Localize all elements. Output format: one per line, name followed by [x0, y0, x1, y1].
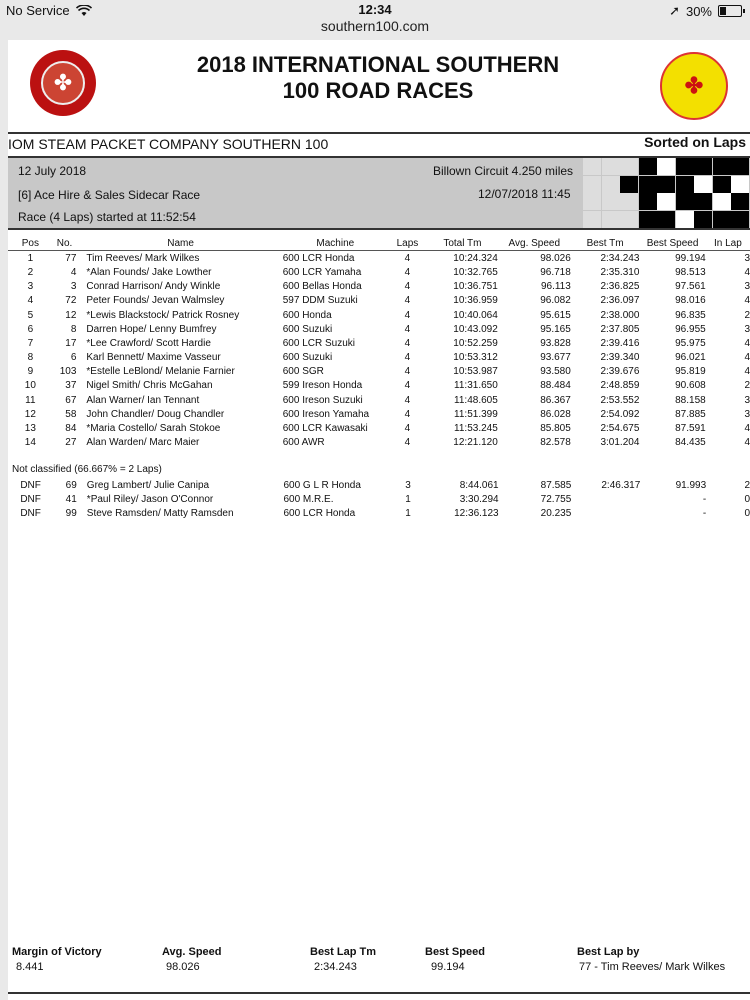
table-row [8, 492, 750, 506]
cell-avg: 72.755 [540, 493, 572, 505]
circuit-name: Billown Circuit 4.250 miles [433, 164, 574, 178]
cell-pos: 3 [27, 281, 34, 293]
cell-name: *Maria Costello/ Sarah Stokoe [86, 423, 221, 435]
cell-avg: 98.026 [540, 252, 571, 264]
checker-square [713, 193, 731, 210]
cell-no: 67 [65, 394, 77, 406]
cell-pos: 13 [24, 423, 36, 435]
cell-no: 27 [65, 437, 77, 449]
checker-square [676, 193, 694, 210]
cell-laps: 4 [404, 352, 411, 364]
cell-laps: 4 [404, 423, 411, 435]
cell-best-speed: 95.819 [675, 366, 706, 378]
cell-in-lap: 4 [744, 352, 750, 364]
checkered-flag [583, 158, 750, 228]
cell-avg: 86.367 [540, 394, 571, 406]
checker-square [694, 158, 712, 175]
cell-name: *Estelle LeBlond/ Melanie Farnier [86, 366, 235, 378]
checker-square [731, 176, 749, 193]
cell-machine: 600 G L R Honda [283, 479, 361, 491]
checker-square [676, 158, 694, 175]
cell-total: 10:53.987 [453, 366, 498, 378]
cell-best-tm: 2:38.000 [600, 309, 640, 321]
cell-name: *Alan Founds/ Jake Lowther [86, 266, 212, 278]
checker-square [620, 158, 638, 175]
checker-square [639, 193, 657, 210]
table-header [8, 236, 750, 251]
cell-best-tm: 3:01.204 [600, 437, 640, 449]
cell-avg: 88.484 [540, 380, 571, 392]
cell-laps: 4 [404, 380, 411, 392]
summary-margin: 8.441 [16, 961, 44, 974]
cell-pos: DNF [20, 507, 41, 519]
checker-square [694, 193, 712, 210]
cell-pos: 8 [27, 352, 34, 364]
divider [8, 132, 750, 134]
cell-laps: 4 [404, 266, 411, 278]
cell-no: 69 [65, 479, 77, 491]
checker-square [731, 211, 749, 228]
summary-best-lap-tm-label: Best Lap Tm [310, 946, 377, 958]
table-row [8, 407, 750, 421]
table-row [8, 393, 750, 407]
col-laps: Laps [388, 236, 427, 251]
cell-best-tm: 2:35.310 [600, 266, 640, 278]
cell-machine: 600 LCR Honda [283, 507, 356, 519]
cell-name: Peter Founds/ Jevan Walmsley [86, 295, 225, 307]
cell-in-lap: 3 [744, 323, 750, 335]
cell-avg: 87.585 [540, 479, 572, 491]
cell-best-tm: 2:54.675 [600, 423, 640, 435]
cell-machine: 600 LCR Yamaha [282, 266, 362, 278]
cell-in-lap: 4 [744, 337, 750, 349]
cell-best-tm: 2:34.243 [600, 252, 640, 264]
checker-square [676, 211, 694, 228]
cell-name: Darren Hope/ Lenny Bumfrey [86, 323, 217, 335]
summary-best-lap-by-label: Best Lap by [577, 946, 640, 958]
company-name: IOM STEAM PACKET COMPANY SOUTHERN 100 [8, 136, 329, 152]
col-no: No. [53, 236, 83, 251]
summary-header [8, 944, 750, 960]
cell-avg: 93.828 [540, 337, 571, 349]
cell-in-lap: 4 [744, 423, 750, 435]
cell-avg: 93.580 [540, 366, 571, 378]
table-row [8, 308, 750, 322]
cell-pos: 6 [27, 323, 34, 335]
cell-best-tm: 2:39.676 [600, 366, 640, 378]
cell-best-speed: 95.975 [675, 337, 706, 349]
cell-best-tm: 2:53.552 [600, 394, 640, 406]
cell-in-lap: 2 [744, 309, 750, 321]
race-info-panel [8, 158, 750, 230]
checker-square [620, 176, 638, 193]
cell-avg: 96.082 [540, 295, 571, 307]
col-pos: Pos [8, 236, 53, 251]
race-started: Race (4 Laps) started at 11:52:54 [18, 210, 196, 224]
col-best-speed: Best Speed [639, 236, 705, 251]
table-row [8, 280, 750, 294]
cell-avg: 82.578 [540, 437, 571, 449]
dnf-table [8, 478, 750, 521]
battery-group [669, 3, 742, 19]
col-machine: Machine [275, 236, 388, 251]
cell-best-speed: 98.016 [675, 295, 706, 307]
table-row [8, 294, 750, 308]
cell-best-speed: - [702, 493, 707, 505]
cell-total: 10:52.259 [453, 337, 498, 349]
checker-square [583, 193, 601, 210]
checker-square [639, 211, 657, 228]
cell-machine: 597 DDM Suzuki [282, 295, 358, 307]
cell-best-tm: 2:39.416 [600, 337, 640, 349]
checker-square [639, 176, 657, 193]
cell-best-speed: 97.561 [675, 281, 706, 293]
checker-square [657, 158, 675, 175]
cell-laps: 4 [404, 394, 411, 406]
battery-icon [718, 5, 742, 17]
summary-best-speed: 99.194 [431, 961, 465, 974]
cell-in-lap: 4 [744, 437, 750, 449]
cell-machine: 600 Suzuki [282, 352, 333, 364]
url-bar[interactable]: southern100.com [320, 18, 430, 34]
race-date: 12 July 2018 [18, 164, 87, 178]
cell-no: 17 [65, 337, 77, 349]
cell-laps: 4 [404, 309, 411, 321]
location-icon: ➚ [669, 3, 680, 18]
cell-no: 103 [59, 366, 77, 378]
carrier-label: No Service [6, 3, 70, 18]
cell-pos: 10 [24, 380, 36, 392]
cell-total: 12:36.123 [454, 507, 499, 519]
cell-no: 37 [65, 380, 77, 392]
cell-pos: 1 [27, 252, 34, 264]
cell-machine: 600 M.R.E. [283, 493, 334, 505]
cell-total: 11:51.399 [454, 408, 498, 420]
cell-name: Nigel Smith/ Chris McGahan [86, 380, 213, 392]
cell-no: 77 [65, 252, 77, 264]
summary-values [8, 960, 750, 974]
status-bar [0, 0, 750, 20]
cell-laps: 4 [404, 323, 411, 335]
cell-avg: 95.615 [540, 309, 571, 321]
cell-best-tm [571, 506, 640, 520]
cell-in-lap: 0 [744, 493, 750, 505]
cell-name: Alan Warden/ Marc Maier [86, 437, 200, 449]
cell-in-lap: 4 [744, 366, 750, 378]
cell-in-lap: 3 [744, 408, 750, 420]
cell-total: 10:24.324 [453, 252, 498, 264]
cell-best-speed: 90.608 [675, 380, 706, 392]
checker-square [713, 176, 731, 193]
summary-avg: 98.026 [166, 961, 200, 974]
checker-square [713, 211, 731, 228]
cell-laps: 1 [405, 507, 411, 519]
checker-square [602, 176, 620, 193]
table-row [8, 379, 750, 393]
cell-avg: 96.718 [540, 266, 571, 278]
checker-square [731, 193, 749, 210]
cell-machine: 600 Bellas Honda [282, 281, 362, 293]
cell-in-lap: 3 [744, 281, 750, 293]
table-row [8, 421, 750, 435]
cell-laps: 4 [404, 295, 411, 307]
cell-avg: 93.677 [540, 352, 571, 364]
cell-avg: 96.113 [540, 281, 571, 293]
cell-best-speed: 87.885 [675, 408, 706, 420]
southern-100-logo [660, 52, 728, 120]
cell-best-tm: 2:46.317 [601, 479, 641, 491]
table-row [8, 265, 750, 279]
checker-square [676, 176, 694, 193]
cell-best-speed: - [702, 507, 707, 519]
cell-avg: 85.805 [540, 423, 571, 435]
cell-no: 99 [65, 507, 77, 519]
cell-pos: 12 [24, 408, 36, 420]
cell-pos: 9 [27, 366, 34, 378]
cell-name: *Lewis Blackstock/ Patrick Rosney [86, 309, 240, 321]
cell-in-lap: 0 [744, 507, 750, 519]
table-row [8, 478, 750, 492]
cell-name: Steve Ramsden/ Matty Ramsden [86, 507, 234, 519]
cell-machine: 600 LCR Honda [282, 252, 355, 264]
table-row [8, 322, 750, 336]
cell-best-tm: 2:37.805 [600, 323, 640, 335]
sort-label: Sorted on Laps [644, 134, 746, 150]
table-row [8, 506, 750, 520]
triskelion-icon: ✤ [684, 73, 704, 98]
summary-best-lap-by: 77 - Tim Reeves/ Mark Wilkes [579, 961, 726, 974]
table-row [8, 351, 750, 365]
cell-best-speed: 87.591 [675, 423, 706, 435]
checker-square [620, 211, 638, 228]
col-in-lap: In Lap [706, 236, 750, 251]
cell-total: 10:43.092 [453, 323, 498, 335]
cell-total: 11:48.605 [454, 394, 498, 406]
summary-best-lap-tm: 2:34.243 [314, 961, 357, 974]
cell-best-speed: 88.158 [675, 394, 706, 406]
cell-machine: 600 Honda [282, 309, 332, 321]
cell-in-lap: 4 [744, 295, 750, 307]
cell-pos: 2 [27, 266, 34, 278]
cell-total: 10:40.064 [453, 309, 498, 321]
cell-best-tm: 2:54.092 [600, 408, 640, 420]
cell-pos: 5 [27, 309, 34, 321]
cell-best-speed: 99.194 [675, 252, 706, 264]
cell-no: 12 [65, 309, 77, 321]
cell-best-tm [571, 492, 640, 506]
checker-square [602, 193, 620, 210]
cell-laps: 3 [405, 479, 411, 491]
cell-laps: 4 [404, 281, 411, 293]
col-name: Name [82, 236, 274, 251]
cell-total: 10:36.959 [453, 295, 498, 307]
summary-margin-label: Margin of Victory [12, 946, 102, 958]
cell-machine: 600 LCR Suzuki [282, 337, 355, 349]
cell-machine: 600 SGR [282, 366, 324, 378]
cell-machine: 599 Ireson Honda [282, 380, 363, 392]
cell-total: 10:36.751 [453, 281, 498, 293]
checker-square [620, 193, 638, 210]
results-table [8, 236, 750, 450]
cell-pos: 7 [27, 337, 34, 349]
cell-machine: 600 Ireson Suzuki [282, 394, 363, 406]
cell-name: Greg Lambert/ Julie Canipa [86, 479, 210, 491]
cell-best-tm: 2:48.859 [600, 380, 640, 392]
cell-best-speed: 96.955 [675, 323, 706, 335]
cell-best-speed: 98.513 [675, 266, 706, 278]
cell-name: Conrad Harrison/ Andy Winkle [86, 281, 221, 293]
cell-avg: 20.235 [540, 507, 572, 519]
cell-total: 11:53.245 [454, 423, 498, 435]
col-best-tm: Best Tm [571, 236, 640, 251]
cell-laps: 4 [404, 252, 411, 264]
title-line-2: 100 ROAD RACES [282, 78, 474, 103]
cell-in-lap: 2 [744, 380, 750, 392]
cell-no: 58 [65, 408, 77, 420]
cell-name: Alan Warner/ Ian Tennant [86, 394, 200, 406]
cell-best-tm: 2:39.340 [600, 352, 640, 364]
divider [8, 992, 750, 994]
title-line-1: 2018 INTERNATIONAL SOUTHERN [196, 52, 560, 77]
cell-avg: 95.165 [540, 323, 571, 335]
cell-best-speed: 84.435 [675, 437, 706, 449]
race-datetime: 12/07/2018 11:45 [478, 187, 571, 201]
cell-pos: DNF [20, 479, 41, 491]
cell-name: *Paul Riley/ Jason O'Connor [86, 493, 214, 505]
cell-laps: 4 [404, 366, 411, 378]
checker-square [657, 176, 675, 193]
cell-total: 10:53.312 [453, 352, 498, 364]
checker-square [602, 211, 620, 228]
checker-square [694, 176, 712, 193]
summary-best-speed-label: Best Speed [425, 946, 485, 958]
cell-name: John Chandler/ Doug Chandler [86, 408, 225, 420]
cell-name: *Lee Crawford/ Scott Hardie [86, 337, 211, 349]
cell-best-speed: 91.993 [675, 479, 707, 491]
checker-square [694, 211, 712, 228]
cell-in-lap: 4 [744, 266, 750, 278]
cell-total: 11:31.650 [454, 380, 498, 392]
event-name: [6] Ace Hire & Sales Sidecar Race [18, 188, 201, 202]
checker-square [731, 158, 749, 175]
checker-square [583, 211, 601, 228]
cell-laps: 4 [404, 337, 411, 349]
cell-in-lap: 2 [744, 479, 750, 491]
cell-in-lap: 3 [744, 252, 750, 264]
cell-machine: 600 Ireson Yamaha [282, 408, 370, 420]
cell-laps: 4 [404, 408, 411, 420]
cell-best-speed: 96.021 [675, 352, 706, 364]
cell-name: Karl Bennett/ Maxime Vasseur [86, 352, 221, 364]
checker-square [602, 158, 620, 175]
cell-best-tm: 2:36.825 [600, 281, 640, 293]
cell-total: 12:21.120 [453, 437, 498, 449]
steam-packet-logo [30, 50, 96, 116]
col-avg: Avg. Speed [498, 236, 571, 251]
cell-no: 72 [65, 295, 77, 307]
cell-pos: 4 [27, 295, 34, 307]
cell-pos: 14 [24, 437, 36, 449]
col-total: Total Tm [427, 236, 498, 251]
battery-percent: 30% [685, 3, 712, 19]
summary-table [8, 944, 750, 974]
page-title [108, 52, 648, 104]
cell-total: 10:32.765 [453, 266, 498, 278]
cell-no: 6 [70, 352, 77, 364]
cell-no: 84 [65, 423, 77, 435]
cell-laps: 1 [405, 493, 411, 505]
checker-square [583, 176, 601, 193]
cell-total: 3:30.294 [459, 493, 499, 505]
table-row [8, 436, 750, 450]
checker-square [713, 158, 731, 175]
cell-no: 8 [70, 323, 77, 335]
summary-avg-label: Avg. Speed [162, 946, 222, 958]
checker-square [657, 211, 675, 228]
table-row [8, 251, 750, 266]
cell-avg: 86.028 [540, 408, 571, 420]
cell-no: 3 [70, 281, 77, 293]
battery-fill [720, 7, 726, 15]
table-row [8, 365, 750, 379]
cell-laps: 4 [404, 437, 411, 449]
results-sheet [8, 40, 750, 1000]
table-row [8, 336, 750, 350]
cell-best-speed: 96.835 [675, 309, 706, 321]
cell-machine: 600 AWR [282, 437, 325, 449]
cell-machine: 600 LCR Kawasaki [282, 423, 368, 435]
cell-pos: 11 [25, 394, 36, 406]
cell-no: 41 [65, 493, 77, 505]
cell-in-lap: 3 [744, 394, 750, 406]
checker-square [657, 193, 675, 210]
checker-square [583, 158, 601, 175]
checker-square [639, 158, 657, 175]
clock: 12:34 [358, 2, 392, 17]
cell-machine: 600 Suzuki [282, 323, 333, 335]
cell-name: Tim Reeves/ Mark Wilkes [86, 252, 200, 264]
cell-pos: DNF [20, 493, 41, 505]
triskelion-icon: ✤ [41, 61, 85, 105]
cell-no: 4 [70, 266, 77, 278]
cell-best-tm: 2:36.097 [600, 295, 640, 307]
cell-total: 8:44.061 [459, 479, 499, 491]
not-classified-label: Not classified (66.667% = 2 Laps) [12, 464, 162, 475]
